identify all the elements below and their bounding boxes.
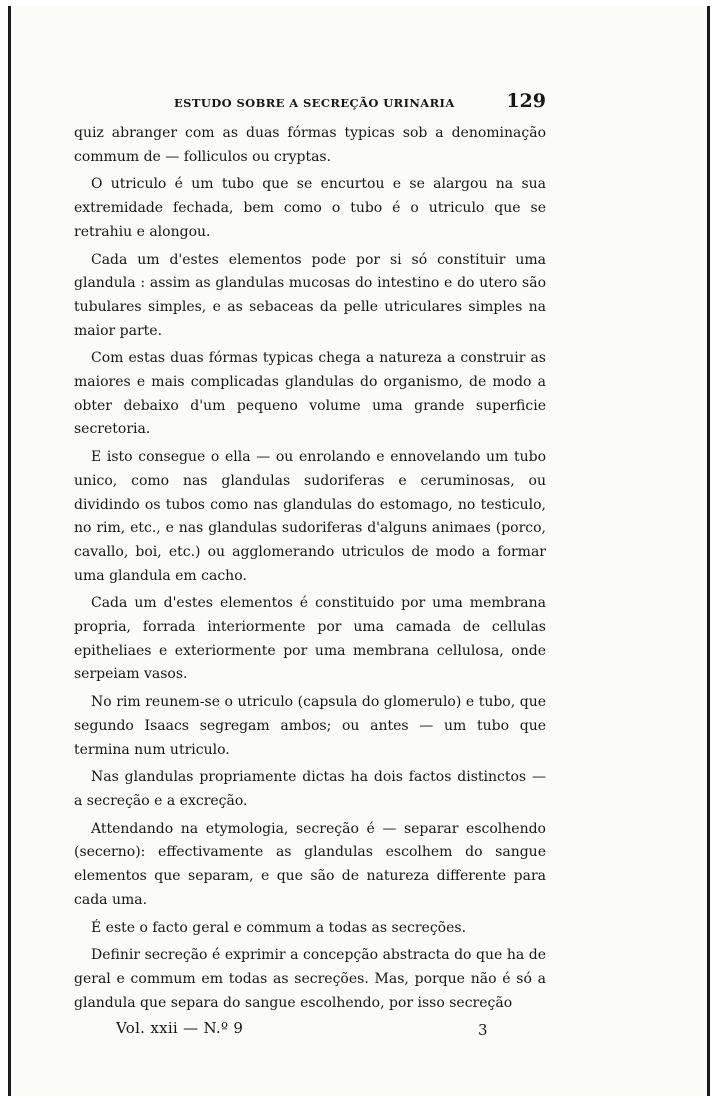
- running-title: ESTUDO SOBRE A SECREÇÃO URINARIA: [174, 96, 455, 110]
- paragraph: Cada um d'estes elementos é constituido por uma membrana propria, forrada interiormente por uma camada de cellulas epitheliaes e exteriormente por uma membrana cellulosa, onde serpeiam vasos.: [74, 595, 546, 683]
- paragraph: É este o facto geral e commum a todas as secreções.: [91, 919, 467, 936]
- page-footer: [74, 1019, 546, 1043]
- body-text: [74, 122, 546, 1015]
- book-page: [74, 88, 546, 1043]
- paragraph: Definir secreção é exprimir a concepção abstracta do que ha de geral e commum em todas as secreções. Mas, porque não é só a glandula que separa do sangue escolhendo, por isso secreção: [74, 947, 546, 1011]
- paragraph: O utriculo é um tubo que se encurtou e se alargou na sua extremidade fechada, bem como o tubo é o utriculo que se retrahiu e alongou.: [74, 176, 546, 240]
- sheet-number: 3: [478, 1021, 488, 1040]
- paragraph: Attendando na etymologia, secreção é — separar escolhendo (secerno): effectivamente as glandulas escolhem do sangue elementos que separam, e que são de natureza differente para cada uma.: [74, 820, 546, 908]
- paragraph: Nas glandulas propriamente dictas ha dois factos distinctos — a secreção e a excreção.: [74, 769, 546, 809]
- paragraph: No rim reunem-se o utriculo (capsula do glomerulo) e tubo, que segundo Isaacs segregam ambos; ou antes — um tubo que termina num utriculo.: [74, 694, 546, 758]
- paragraph: Cada um d'estes elementos pode por si só constituir uma glandula : assim as glandulas mucosas do intestino e do utero são tubulares simples, e as sebaceas da pelle utriculares simples na maior parte.: [74, 251, 546, 339]
- page-number: 129: [506, 90, 546, 112]
- paragraph: Com estas duas fórmas typicas chega a natureza a construir as maiores e mais complicadas glandulas do organismo, de modo a obter debaixo d'um pequeno volume uma grande superficie secretoria.: [74, 350, 546, 438]
- paragraph: E isto consegue o ella — ou enrolando e ennovelando um tubo unico, como nas glandulas sudoriferas e ceruminosas, ou dividindo os tubos como nas glandulas do estomago, no testiculo, no rim, etc., e nas glandulas sudoriferas d'alguns animaes (porco, cavallo, boi, etc.) ou agglomerando utriculos de modo a formar uma glandula em cacho.: [74, 449, 546, 584]
- volume-signature: Vol. xxii — N.º 9: [116, 1019, 244, 1038]
- page-header: [74, 88, 546, 122]
- paragraph: quiz abranger com as duas fórmas typicas sob a denominação commum de — folliculos ou cryptas.: [74, 125, 546, 165]
